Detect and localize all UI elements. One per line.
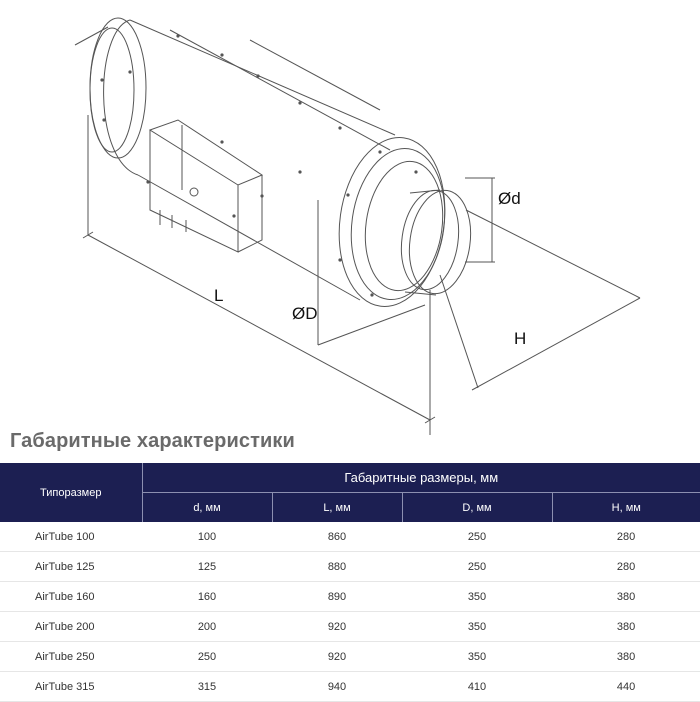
body-bolts [100, 34, 417, 296]
cell-D: 350 [402, 612, 552, 642]
cell-name: AirTube 200 [0, 612, 142, 642]
cell-name: AirTube 125 [0, 552, 142, 582]
cell-name: AirTube 250 [0, 642, 142, 672]
cell-H: 280 [552, 552, 700, 582]
cell-d: 315 [142, 672, 272, 702]
column-header-L: L, мм [272, 493, 402, 523]
cell-D: 410 [402, 672, 552, 702]
section-title: Габаритные характеристики [10, 430, 295, 452]
diameter-d-label: Ød [498, 189, 521, 208]
cell-d: 100 [142, 522, 272, 552]
cell-H: 280 [552, 522, 700, 552]
cell-d: 250 [142, 642, 272, 672]
type-column-header: Типоразмер [0, 463, 142, 522]
table-row [0, 612, 700, 642]
cell-L: 860 [272, 522, 402, 552]
table-row [0, 672, 700, 702]
length-L-label: L [214, 286, 224, 305]
table-row [0, 552, 700, 582]
column-header-D: D, мм [402, 493, 552, 523]
cell-L: 890 [272, 582, 402, 612]
table-row [0, 582, 700, 612]
cell-d: 125 [142, 552, 272, 582]
fan-body-outline [75, 18, 640, 435]
column-header-d: d, мм [142, 493, 272, 523]
cell-D: 350 [402, 582, 552, 612]
cell-name: AirTube 100 [0, 522, 142, 552]
table-row [0, 642, 700, 672]
cell-L: 940 [272, 672, 402, 702]
cell-H: 380 [552, 612, 700, 642]
dimensions-table [0, 463, 700, 702]
cell-L: 920 [272, 642, 402, 672]
cell-H: 380 [552, 642, 700, 672]
cell-H: 380 [552, 582, 700, 612]
cell-L: 880 [272, 552, 402, 582]
column-header-H: H, мм [552, 493, 700, 523]
cell-L: 920 [272, 612, 402, 642]
cell-name: AirTube 315 [0, 672, 142, 702]
cell-D: 350 [402, 642, 552, 672]
dimensions-group-header: Габаритные размеры, мм [142, 463, 700, 493]
cell-D: 250 [402, 522, 552, 552]
cell-d: 160 [142, 582, 272, 612]
cell-d: 200 [142, 612, 272, 642]
cell-D: 250 [402, 552, 552, 582]
height-H-label: H [514, 329, 527, 348]
diameter-D-label: ØD [292, 304, 318, 323]
cell-H: 440 [552, 672, 700, 702]
cell-name: AirTube 160 [0, 582, 142, 612]
table-row [0, 522, 700, 552]
